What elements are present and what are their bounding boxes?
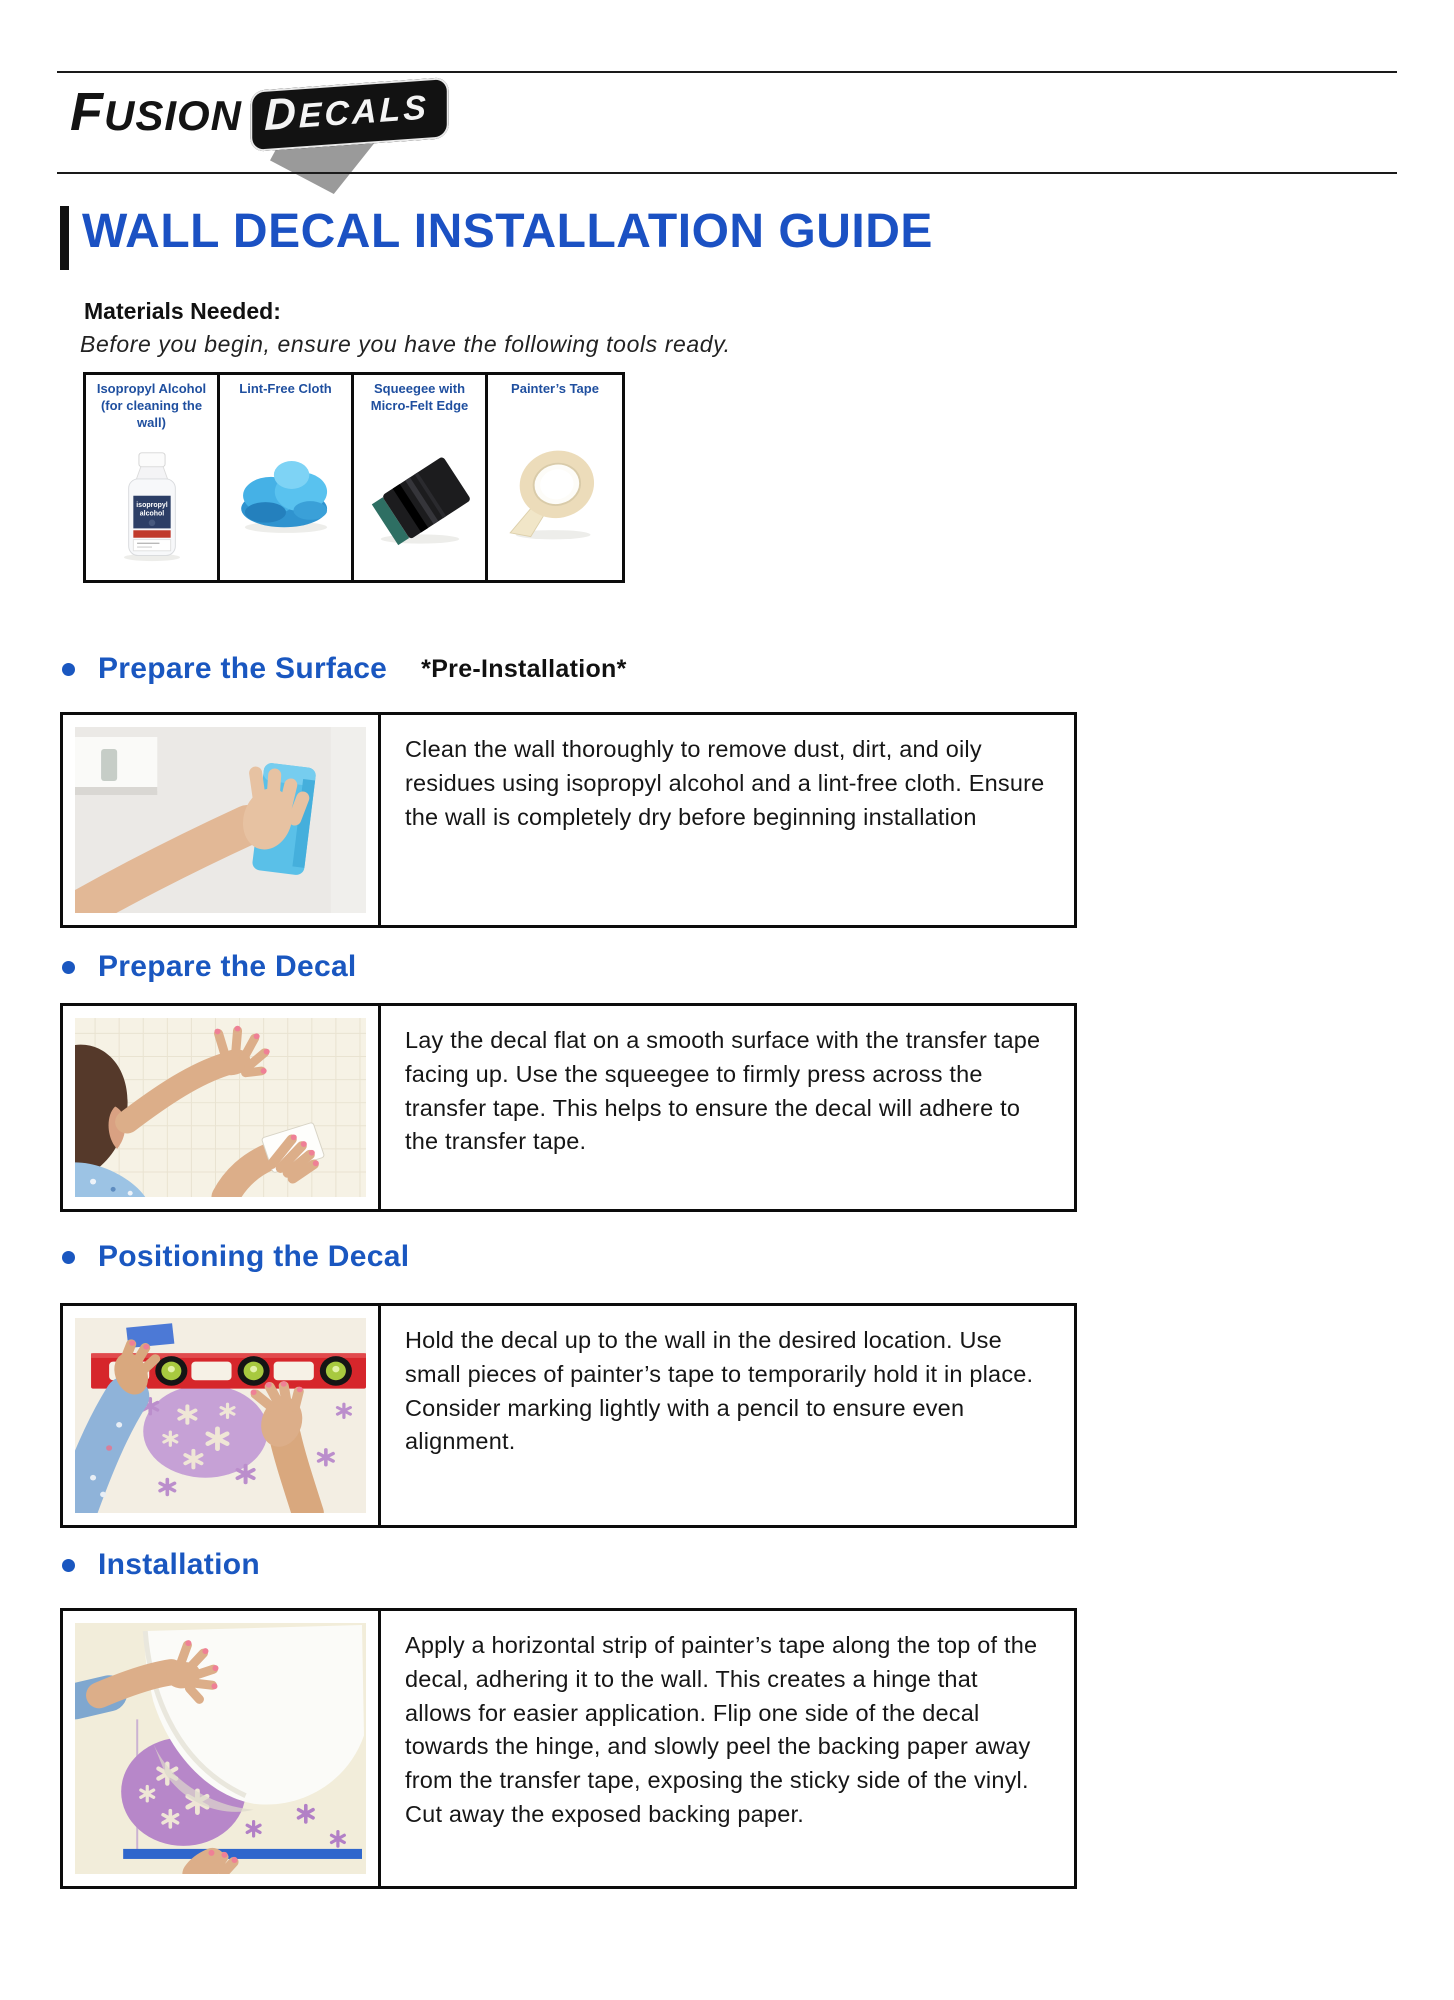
material-cell-squeegee [354,375,488,580]
lint-free-cloth-icon [220,398,351,580]
materials-table [83,372,625,583]
step-body-text: Lay the decal flat on a smooth surface with the transfer tape facing up. Use the squeegee to firmly press across the transfer tape. This helps to ensure the decal will adhere to the transfer tape. [405,1027,1041,1155]
logo-decals-text: DECALS [264,88,429,141]
material-label: Isopropyl Alcohol (for cleaning the wall) [96,381,207,430]
step-body-text: Apply a horizontal strip of painter’s tape along the top of the decal, adhering it to the wall. This creates a hinge that allows for easier application. Flip one side of the decal towards the hinge, and slowly peel the backing paper away from the transfer tape, exposing the sticky side of the vinyl. Cut away the exposed backing paper. [405,1632,1038,1828]
bullet-icon [62,961,75,974]
step-box-prepare-decal [60,1003,1077,1212]
material-label: Painter’s Tape [511,381,599,396]
top-rule [57,71,1397,73]
painters-tape-icon [488,398,622,580]
material-cell-painters-tape [488,375,622,580]
bullet-icon [62,1251,75,1264]
peeling-backing-photo [63,1611,381,1886]
material-label: Lint-Free Cloth [239,381,332,396]
logo-fusion-text: FUSION [70,82,243,142]
section-heading-prepare-surface [62,652,627,686]
materials-heading: Materials Needed: [84,298,281,324]
title-accent-bar [60,206,69,270]
fusion-decals-logo [70,84,449,174]
cleaning-wall-photo [63,715,381,925]
logo-bottom-rule [57,172,1397,174]
alcohol-bottle-icon [86,432,217,580]
step-body-text: Hold the decal up to the wall in the desired location. Use small pieces of painter’s tape to temporarily hold it in place. Consider marking lightly with a pencil to ensure even alignment. [405,1327,1034,1455]
material-cell-lint-free-cloth [220,375,354,580]
section-heading-positioning-decal [62,1240,409,1274]
step-box-prepare-surface [60,712,1077,928]
section-title: Prepare the Decal [98,950,357,983]
material-cell-isopropyl-alcohol [86,375,220,580]
leveling-decal-photo [63,1306,381,1525]
materials-subheading: Before you begin, ensure you have the following tools ready. [80,331,731,357]
section-title: Prepare the Surface [98,652,388,685]
bottle-label-line2: alcohol [139,510,164,518]
section-heading-prepare-decal [62,950,357,984]
page-title: WALL DECAL INSTALLATION GUIDE [82,205,933,258]
bullet-icon [62,663,75,676]
pre-installation-note: *Pre-Installation* [421,654,627,683]
bottle-label-line1: isopropyl [135,501,168,509]
section-title: Positioning the Decal [98,1240,410,1273]
squeegee-icon [354,415,485,580]
step-box-positioning-decal [60,1303,1077,1528]
step-body-text: Clean the wall thoroughly to remove dust, dirt, and oily residues using isopropyl alcohol and a lint-free cloth. Ensure the wall is completely dry before beginning installation [405,736,1045,830]
step-box-installation [60,1608,1077,1889]
pressing-decal-photo [63,1006,381,1209]
title-block [60,203,933,270]
logo-decals-badge [250,77,449,152]
section-title: Installation [98,1548,260,1581]
material-label: Squeegee with Micro-Felt Edge [370,381,469,413]
bullet-icon [62,1559,75,1572]
section-heading-installation [62,1548,260,1582]
